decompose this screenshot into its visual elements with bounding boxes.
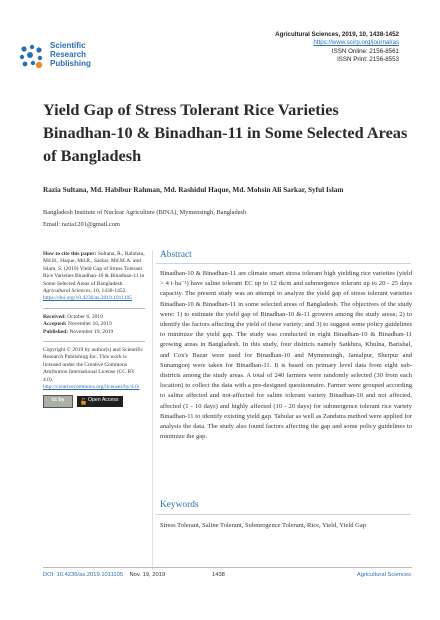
journal-url-link[interactable]: https://www.scirp.org/journal/as xyxy=(313,39,399,47)
divider xyxy=(43,341,145,342)
published-date xyxy=(43,329,145,336)
published-value: November 19, 2019 xyxy=(69,328,114,335)
published-label: Published: xyxy=(43,328,69,335)
footer-date: Nov. 19, 2019 xyxy=(129,572,166,578)
how-to-cite xyxy=(43,251,145,303)
issn-print: ISSN Print: 2156-8553 xyxy=(337,56,399,64)
license-link[interactable]: http://creativecommons.org/licenses/by/4.0/ xyxy=(43,384,140,391)
keywords-heading: Keywords xyxy=(160,500,199,510)
dates-block xyxy=(43,314,145,336)
footer-doi-link[interactable]: DOI: 10.4236/as.2019.1011105 xyxy=(43,572,124,578)
cc-by-badge[interactable]: cc by xyxy=(43,395,73,408)
email-label: Email: xyxy=(43,221,61,228)
cite-volume: , 10, 1438-1452. xyxy=(90,288,127,295)
journal-info xyxy=(275,31,399,65)
keywords-text: Stress Tolerant, Saline Tolerant, Submergence Tolerant, Rice, Yield, Yield Gap xyxy=(160,522,367,529)
column-divider xyxy=(152,250,153,570)
divider xyxy=(43,308,145,309)
abstract-heading: Abstract xyxy=(160,250,192,260)
cite-label: How to cite this paper: xyxy=(43,251,97,257)
publisher-line: Publishing xyxy=(50,59,91,68)
journal-citation: Agricultural Sciences, 2019, 10, 1438-1452 xyxy=(275,31,399,38)
received-value: October 6, 2019 xyxy=(67,313,103,320)
keywords-rule xyxy=(156,514,411,515)
cite-doi-link[interactable]: https://doi.org/10.4236/as.2019.1011105 xyxy=(43,295,133,302)
open-lock-icon xyxy=(81,398,86,405)
issn-online: ISSN Online: 2156-8561 xyxy=(331,47,399,55)
license-badges xyxy=(43,395,145,408)
open-access-badge[interactable] xyxy=(77,396,123,407)
email-link[interactable]: razia1201@gmail.com xyxy=(61,221,120,228)
email-line xyxy=(43,221,120,228)
cite-text: Sultana, R., Rahman, Md.H., Haque, Md.R., Sarkar, Md.M.A. and Islam, S. (2019) Yield Gap of Stress Tolerant Rice Varieties Binadhan-10 & Binadhan-11 in Some Selected Areas of Bangladesh. xyxy=(43,251,145,287)
affiliation: Bangladesh Institute of Nuclear Agriculture (BINA), Mymensingh, Bangladesh xyxy=(43,209,247,216)
received-label: Received: xyxy=(43,313,66,320)
accepted-date xyxy=(43,321,145,328)
article-title: Yield Gap of Stress Tolerant Rice Varieties Binadhan-10 & Binadhan-11 in Some Selected Areas of Bangladesh xyxy=(43,100,408,165)
author-list: Razia Sultana, Md. Habibur Rahman, Md. Rashidul Haque, Md. Mohsin Ali Sarkar, Syful Islam xyxy=(43,185,344,194)
copyright-text: Copyright © 2019 by author(s) and Scientific Research Publishing Inc. This work is licensed under the Creative Commons Attribution International License (CC BY 4.0). xyxy=(43,347,144,383)
page-number: 1438 xyxy=(212,572,225,578)
accepted-value: November 16, 2019 xyxy=(67,321,112,328)
received-date xyxy=(43,314,145,321)
publisher-line: Research xyxy=(50,50,87,59)
footer-doi-date xyxy=(43,572,165,578)
citation-sidebar xyxy=(43,251,145,408)
accepted-label: Accepted: xyxy=(43,321,67,328)
footer-rule xyxy=(43,567,412,568)
abstract-rule xyxy=(156,263,411,264)
abstract-text: Binadhan-10 & Binadhan-11 are climate smart stress tolerant high yielding rice varieties (yield > 4 t·ha⁻¹) have saline tolerant EC up to 12 ds/m and submergence tolerant up to 20 - 25 days capacity. The present study was an attempt to analyze the yield gap of stress tolerant varieties Binadhan-10 & Binadhan-11 in some selected areas of Bangladesh. The objectives of the study were: 1) to estimate the yield gap of Binadhan-10 &-11 growers among the study areas; 2) to identify the factors affecting the yield of these variety; and 3) to suggest some policy guidelines to minimize the yield gap. The study was conducted in eight Binadhan-10 & Binadhan-11 growing areas in Bangladesh. In this study, four districts namely Satkhira, Khulna, Barishal, and Cox's Bazar were used for Binadhan-10 and Mymensingh, Jamalpur, Sherpur and Sunamgonj were taken for Binadhan-11. It is based on primary level data from eight sub-districts among the study areas. A total of 240 farmers were randomly selected (30 from each location) to collect the data with a pre-designed questionnaire. Farmer were grouped according to saline affected and not-affected for saline tolerant variety Binadhan-10 and not affected, affected (1 - 10 days) and highly affected (10 - 20 days) for submergence tolerant rice variety Binadhan-11 to identify existing yield gap. Tabular as well as Zandstra method were applied for analysis the data. The study also found factors affecting the gap and some policy guidelines to minimize the gap. xyxy=(160,270,412,441)
open-access-label: Open Access xyxy=(88,397,119,404)
publisher-line: Scientific xyxy=(50,41,86,50)
footer-journal: Agricultural Sciences xyxy=(356,572,411,578)
publisher-name xyxy=(50,41,91,68)
scirp-logo-icon xyxy=(18,43,46,71)
cite-journal: Agricultural Sciences xyxy=(43,288,91,295)
